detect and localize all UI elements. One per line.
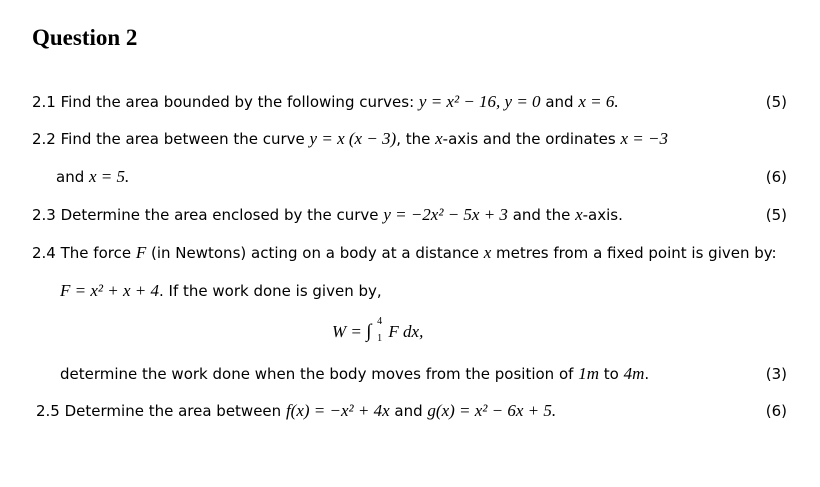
- q23-text-a: 2.3 Determine the area enclosed by the curve: [32, 206, 384, 224]
- q22-marks: (6): [765, 168, 787, 186]
- q24-line3-text-b: to: [598, 365, 624, 383]
- question-2-2: [32, 129, 668, 149]
- q21-math-b: x = 6.: [578, 92, 619, 111]
- question-2-1: [32, 92, 619, 112]
- question-2-3: [32, 205, 623, 225]
- q24-line2-text: . If the work done is given by,: [159, 282, 382, 300]
- question-2-2-continued: [56, 167, 129, 187]
- q24-math-a: F: [135, 243, 147, 262]
- q24-math-b: x: [483, 243, 492, 262]
- formula-lhs: W =: [332, 322, 367, 341]
- q21-math-a: y = x² − 16, y = 0: [418, 92, 541, 111]
- integral-sign: [366, 316, 384, 344]
- q22-text-b: , the: [396, 130, 436, 148]
- q24-text-a: 2.4 The force: [32, 244, 136, 262]
- integral-symbol: ∫: [366, 321, 372, 342]
- question-title: Question 2: [32, 25, 138, 50]
- q22-cont-math: x = 5.: [89, 167, 130, 186]
- q23-text-b: and the: [507, 206, 576, 224]
- q23-marks: (5): [765, 206, 787, 224]
- q25-math-a: f(x) = −x² + 4x: [285, 401, 390, 420]
- question-2-4-line-3: [60, 364, 649, 384]
- q22-math-a: y = x (x − 3): [309, 129, 397, 148]
- question-2-5: [36, 401, 556, 421]
- q21-text-b: and: [540, 93, 579, 111]
- q24-force-formula: F = x² + x + 4: [60, 281, 159, 300]
- q25-marks: (6): [765, 402, 787, 420]
- q24-line3-text-c: .: [644, 365, 650, 383]
- q25-math-b: g(x) = x² − 6x + 5.: [427, 401, 557, 420]
- work-integral-formula: [332, 316, 424, 344]
- q24-text-c: metres from a fixed point is given by:: [491, 244, 777, 262]
- q23-text-c: -axis.: [582, 206, 623, 224]
- q24-line3-math-b: 4m: [623, 364, 645, 383]
- formula-rhs: F dx,: [384, 322, 424, 341]
- question-2-4: [32, 243, 777, 263]
- q21-text-a: 2.1 Find the area bounded by the following curves:: [32, 93, 419, 111]
- q25-text-a: 2.5 Determine the area between: [36, 402, 286, 420]
- question-2-4-line-2: [60, 281, 382, 301]
- integral-upper-limit: 4: [377, 316, 383, 327]
- q22-math-c: x = −3: [620, 129, 668, 148]
- q24-line3-text-a: determine the work done when the body moves from the position of: [60, 365, 579, 383]
- q25-text-b: and: [389, 402, 428, 420]
- q24-marks: (3): [765, 365, 787, 383]
- integral-lower-limit: 1: [377, 333, 383, 344]
- q24-text-b: (in Newtons) acting on a body at a distance: [146, 244, 484, 262]
- q23-math-b: x: [575, 205, 583, 224]
- q22-math-b: x: [435, 129, 443, 148]
- q22-text-c: -axis and the ordinates: [442, 130, 621, 148]
- q23-math-a: y = −2x² − 5x + 3: [383, 205, 508, 224]
- q21-marks: (5): [765, 93, 787, 111]
- q22-text-a: 2.2 Find the area between the curve: [32, 130, 310, 148]
- q24-line3-math-a: 1m: [578, 364, 599, 383]
- q22-cont-text: and: [56, 168, 89, 186]
